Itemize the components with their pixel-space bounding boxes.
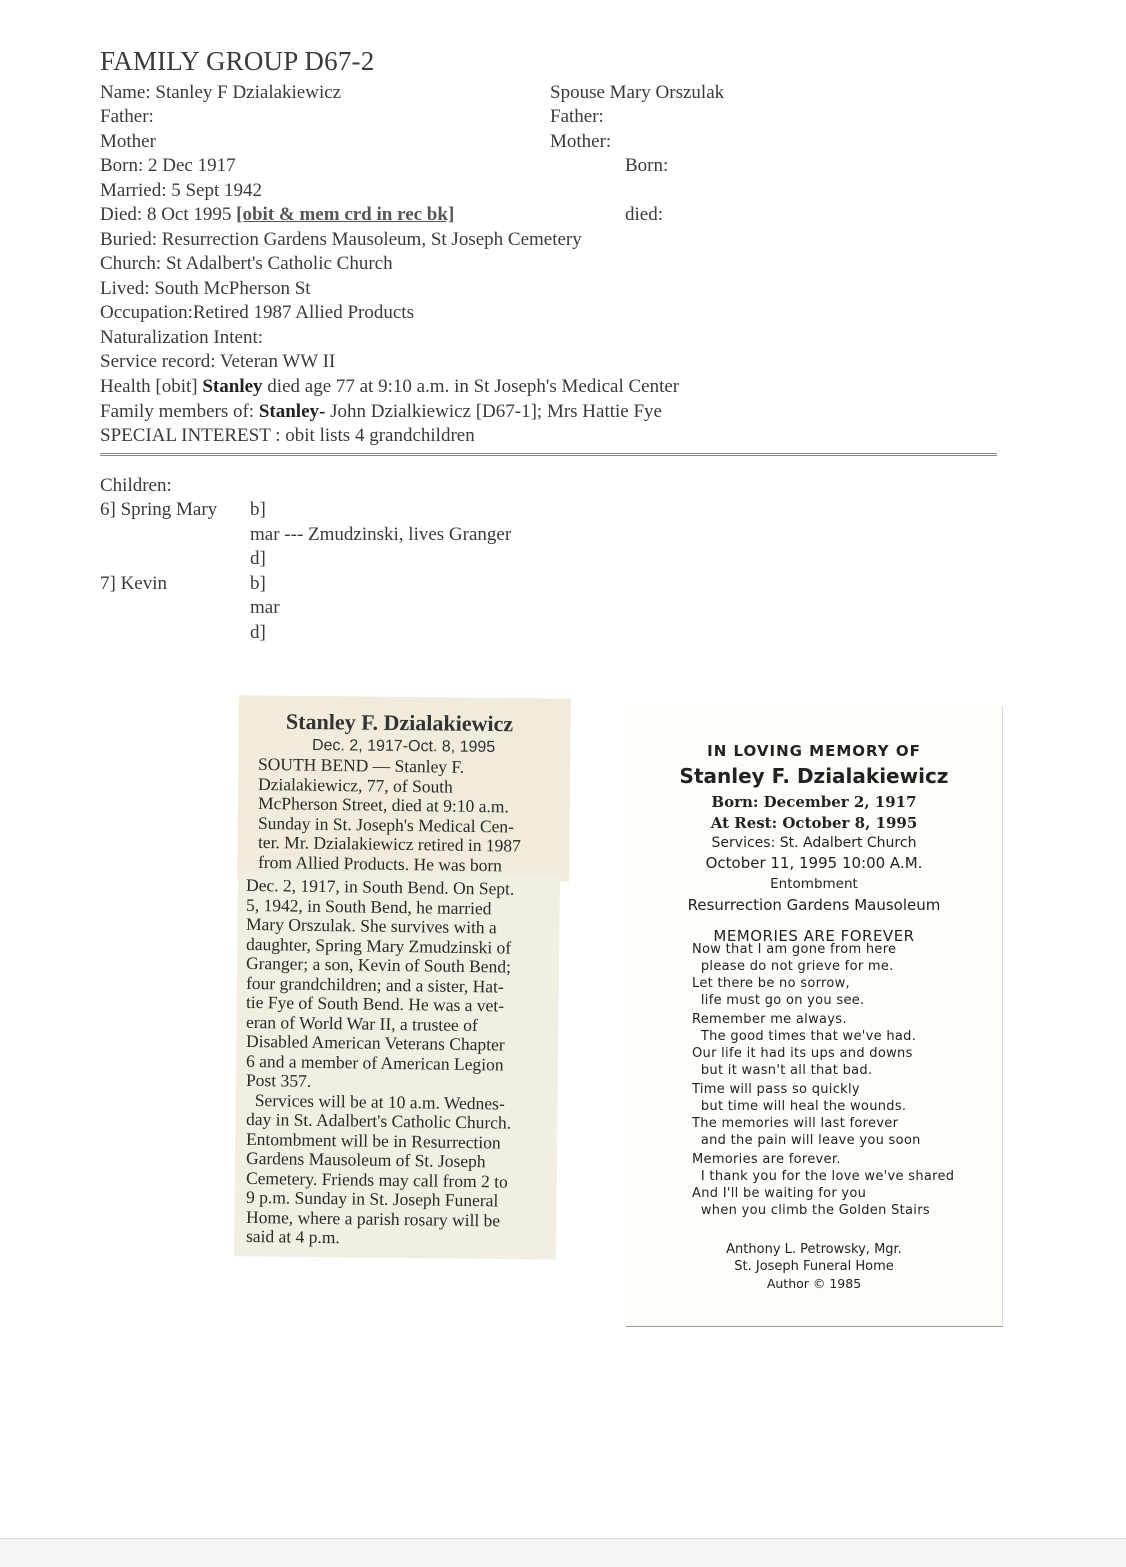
children-label: Children: (100, 475, 172, 496)
spouse-mother-field: Mother: (550, 131, 612, 152)
obituary-line: Post 357. (245, 1069, 312, 1091)
child-2-died: d] (250, 622, 266, 643)
obituary-line: four grandchildren; and a sister, Hat- (245, 972, 504, 997)
married-field: Married: 5 Sept 1942 (100, 180, 263, 201)
health-name: Stanley (202, 376, 263, 397)
page-title: FAMILY GROUP D67-2 (100, 46, 375, 76)
obituary-line: 6 and a member of American Legion (245, 1050, 504, 1075)
born-field: Born: 2 Dec 1917 (100, 155, 236, 176)
service-field: Service record: Veteran WW II (100, 351, 336, 372)
church-field: Church: St Adalbert's Catholic Church (100, 253, 393, 274)
health-field (100, 376, 679, 398)
obituary-line: 9 p.m. Sunday in St. Joseph Funeral (245, 1186, 499, 1211)
spouse-father-field: Father: (550, 106, 604, 127)
card-born: Born: December 2, 1917 (711, 793, 917, 811)
card-place: Resurrection Gardens Mausoleum (687, 896, 941, 914)
naturalization-field: Naturalization Intent: (100, 327, 264, 348)
obituary-line: Cemetery. Friends may call from 2 to (245, 1167, 508, 1192)
obituary-line: Dec. 2, 1917, in South Bend. On Sept. (245, 874, 515, 899)
obituary-line: Services will be at 10 a.m. Wednes- (245, 1089, 505, 1114)
obituary-line: Mary Orszulak. She survives with a (245, 913, 497, 938)
spouse-field: Spouse Mary Orszulak (550, 82, 725, 103)
card-services-date: October 11, 1995 10:00 A.M. (705, 854, 923, 872)
card-services: Services: St. Adalbert Church (711, 835, 917, 851)
spouse-born-field: Born: (625, 155, 669, 176)
card-name: Stanley F. Dzialakiewicz (679, 764, 949, 788)
obituary-line: 5, 1942, in South Bend, he married (245, 894, 492, 918)
child-1-born: b] (250, 499, 266, 520)
card-author-line-1: Anthony L. Petrowsky, Mgr. (726, 1242, 902, 1257)
family-text: John Dzialkiewicz [D67-1]; Mrs Hattie Fye (325, 401, 662, 422)
card-author-line-3: Author © 1985 (766, 1276, 862, 1291)
obituary-headline: Stanley F. Dzialakiewicz (285, 708, 514, 737)
poem-line: but time will heal the wounds. (692, 1099, 907, 1114)
poem-line: please do not grieve for me. (692, 959, 894, 974)
poem-line: Time will pass so quickly (692, 1082, 860, 1097)
name-field: Name: Stanley F Dzialakiewicz (100, 82, 342, 103)
child-2-born: b] (250, 573, 266, 594)
card-entombment: Entombment (770, 876, 858, 892)
poem-line: Our life it had its ups and downs (692, 1046, 913, 1061)
obituary-line: from Allied Products. He was born (257, 851, 503, 875)
double-divider (100, 453, 997, 460)
poem-line: And I'll be waiting for you (692, 1186, 867, 1201)
poem-line: but it wasn't all that bad. (692, 1063, 873, 1078)
spouse-died-field: died: (625, 204, 663, 225)
child-1-married: mar --- Zmudzinski, lives Granger (250, 524, 512, 545)
obituary-line: tie Fye of South Bend. He was a vet- (245, 991, 505, 1016)
died-field (100, 204, 454, 226)
obituary-dates: Dec. 2, 1917-Oct. 8, 1995 (311, 737, 496, 756)
child-1-died: d] (250, 548, 266, 569)
obituary-line: McPherson Street, died at 9:10 a.m. (257, 792, 509, 817)
father-field: Father: (100, 106, 154, 127)
poem-title: MEMORIES ARE FOREVER (713, 927, 915, 945)
obituary-line: day in St. Adalbert's Catholic Church. (245, 1108, 512, 1133)
died-value: Died: 8 Oct 1995 (100, 204, 237, 225)
obituary-line: ter. Mr. Dzialakiewicz retired in 1987 (257, 831, 522, 856)
child-1-name: 6] Spring Mary (100, 499, 218, 520)
health-label: Health [obit] (100, 376, 203, 397)
buried-field: Buried: Resurrection Gardens Mausoleum, St Joseph Cemetery (100, 229, 582, 250)
obituary-line: Disabled American Veterans Chapter (245, 1030, 505, 1055)
family-name: Stanley- (258, 401, 326, 422)
poem-line: The memories will last forever (692, 1116, 899, 1131)
obituary-line: eran of World War II, a trustee of (245, 1011, 478, 1035)
card-author-line-2: St. Joseph Funeral Home (734, 1259, 894, 1274)
obituary-line: Sunday in St. Joseph's Medical Cen- (257, 812, 515, 836)
health-text: died age 77 at 9:10 a.m. in St Joseph's Medical Center (262, 376, 680, 397)
obituary-line: SOUTH BEND — Stanley F. (257, 753, 465, 777)
obituary-line: daughter, Spring Mary Zmudzinski of (245, 933, 512, 958)
child-2-married: mar (250, 597, 280, 618)
lived-field: Lived: South McPherson St (100, 278, 311, 299)
obituary-line: Entombment will be in Resurrection (245, 1128, 501, 1152)
obituary-line: Home, where a parish rosary will be (245, 1206, 501, 1230)
poem-line: and the pain will leave you soon (692, 1133, 921, 1148)
child-2-name: 7] Kevin (100, 573, 168, 594)
card-heading: IN LOVING MEMORY OF (707, 742, 921, 760)
obit-note-link[interactable]: [obit & mem crd in rec bk] (236, 204, 455, 225)
family-label: Family members of: (100, 401, 259, 422)
poem-line: Let there be no sorrow, (692, 976, 850, 991)
page-bottom-edge (0, 1538, 1126, 1567)
occupation-field: Occupation:Retired 1987 Allied Products (100, 302, 414, 323)
obituary-line: Dzialakiewicz, 77, of South (257, 773, 454, 797)
obituary-line: Granger; a son, Kevin of South Bend; (245, 952, 512, 977)
poem-line: Memories are forever. (692, 1152, 841, 1167)
obituary-line: Gardens Mausoleum of St. Joseph (245, 1147, 486, 1172)
poem-line: Remember me always. (692, 1012, 847, 1027)
poem-line: The good times that we've had. (692, 1029, 917, 1044)
poem-line: when you climb the Golden Stairs (692, 1203, 930, 1218)
obituary-line: said at 4 p.m. (245, 1225, 340, 1248)
poem-line: life must go on you see. (692, 993, 865, 1008)
special-interest-field: SPECIAL INTEREST : obit lists 4 grandchildren (100, 425, 475, 446)
poem-line: Now that I am gone from here (692, 942, 897, 957)
card-rest: At Rest: October 8, 1995 (710, 814, 918, 832)
mother-field: Mother (100, 131, 156, 152)
family-field (100, 401, 662, 423)
poem-line: I thank you for the love we've shared (692, 1169, 955, 1184)
